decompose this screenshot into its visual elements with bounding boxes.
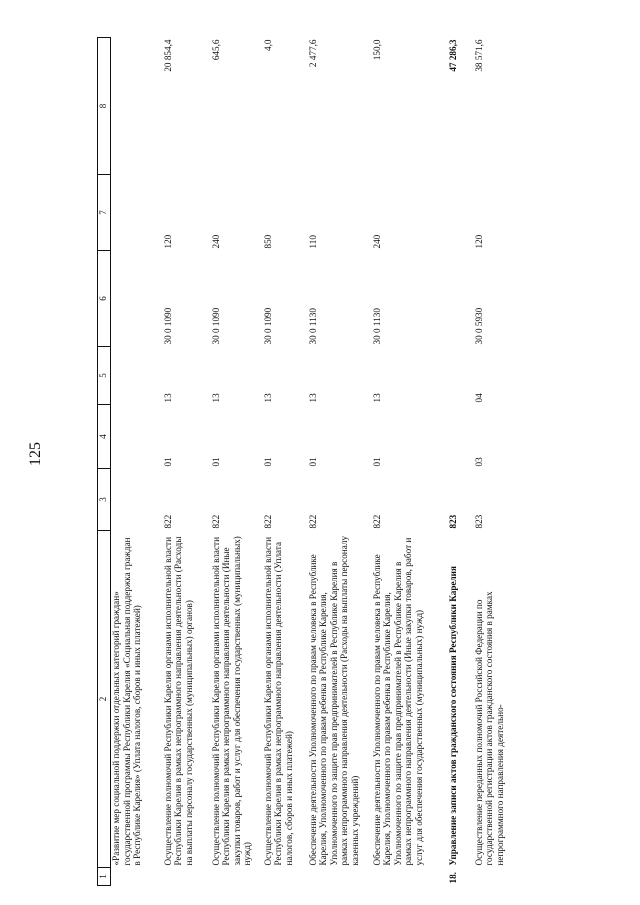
table-row — [448, 38, 474, 886]
col7-value: 850 — [262, 234, 273, 249]
row-name: Осуществление полномочий Республики Карелия органами исполнительной власти Республики Карелия в рамках непрограммного направления деятельности (Уплата налогов, сборов и иных платежей) — [262, 537, 294, 866]
col4-value — [448, 405, 474, 469]
col8-amount: 4,0 — [262, 39, 273, 51]
table-row — [474, 38, 514, 886]
col5-value — [448, 347, 474, 405]
col7-value: 110 — [307, 235, 318, 249]
table-row — [372, 38, 448, 886]
col6-value: 30 0 1130 — [371, 308, 382, 345]
col8-amount: 2 477,6 — [307, 39, 318, 68]
col5-value: 13 — [371, 393, 382, 403]
row-number — [308, 868, 372, 886]
column-header: 2 — [98, 531, 111, 868]
row-number — [111, 868, 163, 886]
row-name: Обеспечение деятельности Уполномоченного по правам человека в Республике Карелия, Уполномоченного по правам ребенка в Республике Карелия, Уполномоченного по защите прав предпринимателей в Республике Карелия в рамках непрограммного направления деятельности (Иные закупки товаров, работ и услуг для обеспечения государственных (муниципальных) нужд) — [371, 537, 424, 866]
col4-value — [111, 405, 163, 469]
column-header: 6 — [98, 251, 111, 347]
col3-value: 822 — [307, 514, 318, 529]
column-header: 3 — [98, 469, 111, 531]
col8-amount: 150,0 — [371, 39, 382, 61]
col7-value: 240 — [210, 234, 221, 249]
col5-value: 13 — [210, 393, 221, 403]
col4-value: 01 — [162, 457, 173, 467]
column-header: 7 — [98, 175, 111, 251]
row-number — [263, 868, 308, 886]
row-name: «Развитие мер социальной поддержки отдельных категорий граждан» государственной программы Республики Карелия «Социальная поддержка граждан в Республике Карелия» (Уплата налогов, сборов и иных платежей) — [111, 537, 143, 866]
row-name: Управление записи актов гражданского состояния Республики Карелия — [447, 566, 458, 866]
row-name: Осуществление переданных полномочий Российской Федерации по государственной регистрации актов гражданского состояния в рамках непрограммного направления деятельно- — [473, 591, 505, 866]
col5-value — [111, 347, 163, 405]
col4-value: 03 — [473, 457, 484, 467]
col3-value: 823 — [473, 514, 484, 529]
col8-amount: 645,6 — [210, 39, 221, 61]
col3-value: 822 — [371, 514, 382, 529]
col6-value — [448, 251, 474, 347]
table-row — [163, 38, 211, 886]
col8-amount: 38 571,6 — [473, 39, 484, 72]
col3-value: 822 — [262, 514, 273, 529]
col8-amount: 47 286,3 — [447, 39, 458, 72]
row-number — [474, 868, 514, 886]
col7-value: 120 — [473, 234, 484, 249]
row-number — [211, 868, 263, 886]
col3-value — [111, 469, 163, 531]
col7-value — [111, 175, 163, 251]
column-header: 1 — [98, 868, 111, 886]
col6-value: 30 0 1130 — [307, 308, 318, 345]
col6-value: 30 0 5930 — [473, 307, 484, 345]
table-row — [211, 38, 263, 886]
col6-value: 30 0 1090 — [162, 307, 173, 345]
budget-table-container — [97, 38, 602, 886]
table-row — [263, 38, 308, 886]
row-number: 18. — [447, 872, 458, 884]
col7-value: 120 — [162, 234, 173, 249]
col4-value: 01 — [371, 457, 382, 467]
col3-value: 823 — [447, 514, 458, 529]
col8-amount: 20 854,4 — [162, 39, 173, 72]
col4-value: 01 — [210, 457, 221, 467]
col3-value: 822 — [210, 514, 221, 529]
col8-amount — [111, 38, 163, 175]
budget-table — [97, 37, 514, 886]
col7-value: 240 — [371, 234, 382, 249]
column-header: 8 — [98, 38, 111, 175]
col3-value: 822 — [162, 514, 173, 529]
row-name: Осуществление полномочий Республики Карелия органами исполнительной власти Республики Карелия в рамках непрограммного направления деятельности (Иные закупки товаров, работ и услуг для обеспечения государственных (муниципальных) нужд) — [210, 536, 253, 866]
col5-value: 04 — [473, 393, 484, 403]
row-number — [163, 868, 211, 886]
col5-value: 13 — [162, 393, 173, 403]
col4-value: 01 — [262, 457, 273, 467]
row-name: Обеспечение деятельности Уполномоченного по правам человека в Республике Карелия, Уполномоченного по правам ребенка в Республике Карелия, Уполномоченного по защите прав предпринимателей в Республике Карелия в рамках непрограммного направления деятельности (Расходы на выплаты персоналу казенных учреждений) — [307, 535, 360, 866]
col6-value — [111, 251, 163, 347]
col6-value: 30 0 1090 — [210, 307, 221, 345]
table-header-row — [98, 38, 111, 886]
row-name: Осуществление полномочий Республики Карелия органами исполнительной власти Республики Карелия в рамках непрограммного направления деятельности (Расходы на выплаты персоналу государственных (муниципальных) органов) — [162, 536, 194, 866]
column-header: 5 — [98, 347, 111, 405]
row-number — [372, 868, 448, 886]
col4-value: 01 — [307, 457, 318, 467]
col5-value: 13 — [307, 393, 318, 403]
col5-value: 13 — [262, 393, 273, 403]
table-row — [111, 38, 163, 886]
column-header: 4 — [98, 405, 111, 469]
col6-value: 30 0 1090 — [262, 307, 273, 345]
col7-value — [448, 175, 474, 251]
page-number: 125 — [27, 442, 44, 466]
table-row — [308, 38, 372, 886]
